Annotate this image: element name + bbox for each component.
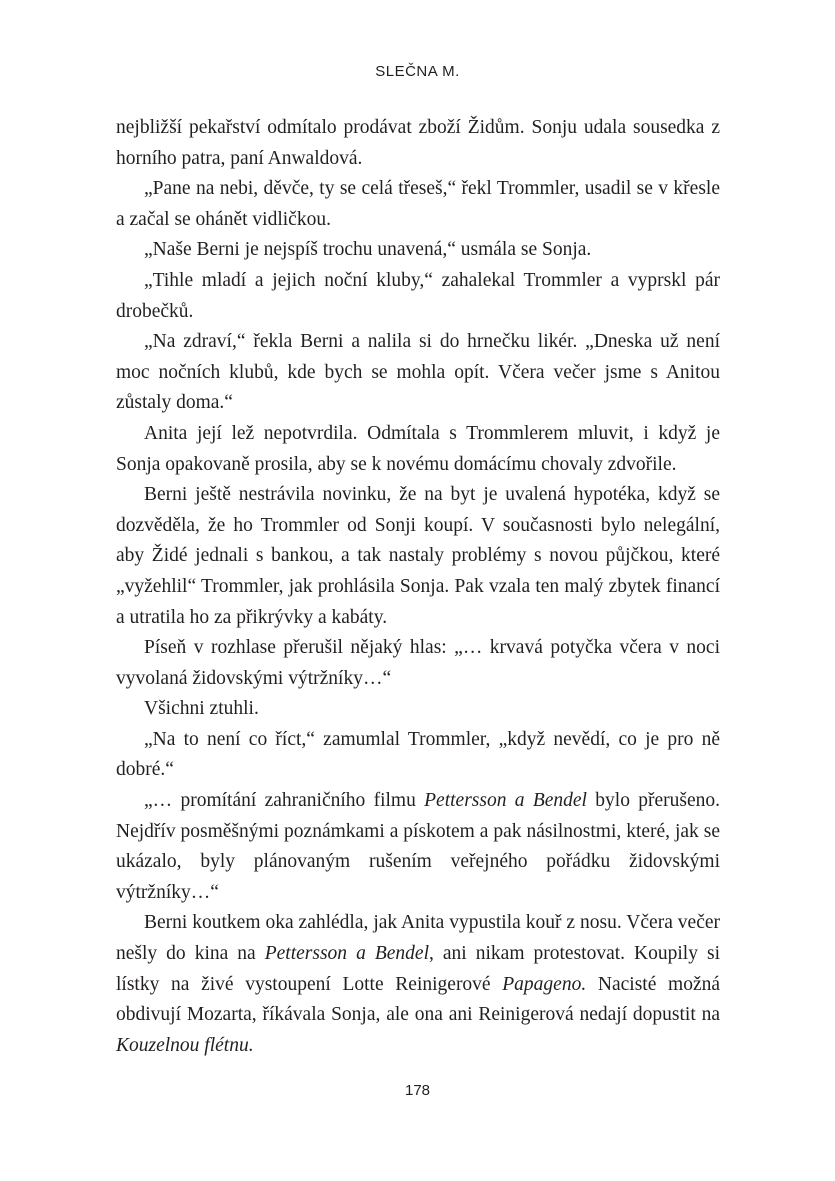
text-segment: „Na zdraví,“ řekla Berni a nalila si do hrnečku likér. „Dneska už není moc nočních klubů, kde bych se mohla opít. Včera večer jsme s Anitou zůstaly doma.“: [116, 331, 720, 414]
film-title: Pettersson a Bendel: [424, 790, 587, 812]
paragraph: [116, 633, 720, 694]
paragraph: [116, 174, 720, 235]
film-title: Pettersson a Bendel: [264, 943, 429, 965]
paragraph: [116, 235, 720, 266]
paragraph: [116, 908, 720, 1061]
text-segment: Všichni ztuhli.: [144, 698, 259, 720]
show-title: Papageno.: [502, 973, 587, 995]
paragraph: [116, 725, 720, 786]
text-segment: Nacisté možná obdivují Mozarta, říkávala Sonja, ale ona ani Reinigerová nedají dopustit na: [116, 973, 720, 1026]
paragraph: [116, 113, 720, 174]
opera-title: Kouzelnou flétnu.: [116, 1034, 254, 1056]
text-segment: nejbližší pekařství odmítalo prodávat zboží Židům. Sonju udala sousedka z horního patra, paní Anwaldová.: [116, 117, 720, 169]
text-segment: Berni ještě nestrávila novinku, že na byt je uvalená hypotéka, když se dozvěděla, že ho Trommler od Sonji koupí. V současnosti bylo nelegální, aby Židé jednali s bankou, a tak nastaly problémy s novou půjčkou, které „vyžehlil“ Trommler, jak prohlásila Sonja. Pak vzala ten malý zbytek financí a utratila ho za přikrývky a kabáty.: [116, 484, 720, 628]
running-header: SLEČNA M.: [375, 63, 460, 80]
text-segment: Anita její lež nepotvrdila. Odmítala s Trommlerem mluvit, i když je Sonja opakovaně prosila, aby se k novému domácímu chovaly zdvořile.: [116, 422, 720, 475]
text-segment: „Na to není co říct,“ zamumlal Trommler, „když nevědí, co je pro ně dobré.“: [116, 728, 720, 781]
paragraph: [116, 786, 720, 908]
text-segment: „Naše Berni je nejspíš trochu unavená,“ usmála se Sonja.: [144, 239, 592, 261]
paragraph: [116, 266, 720, 327]
paragraph: [116, 419, 720, 480]
body-text: [116, 113, 720, 1061]
paragraph: [116, 480, 720, 633]
text-segment: Berni koutkem oka zahlédla, jak Anita vypustila kouř z nosu. Včera večer nešly do kina na: [116, 912, 720, 965]
text-segment: „… promítání zahraničního filmu: [144, 790, 425, 812]
text-segment: , ani nikam protestovat. Koupily si lístky na živé vystoupení Lotte Reinigerové: [116, 943, 720, 995]
text-segment: „Pane na nebi, děvče, ty se celá třeseš,“ řekl Trommler, usadil se v křesle a začal se ohánět vidličkou.: [116, 178, 720, 230]
text-segment: „Tihle mladí a jejich noční kluby,“ zahalekal Trommler a vyprskl pár drobečků.: [116, 269, 720, 322]
text-segment: bylo přerušeno. Nejdřív posměšnými poznámkami a pískotem a pak násilnostmi, které, jak se ukázalo, byly plánovaným rušením veřejného pořádku židovskými výtržníky…“: [116, 790, 721, 903]
paragraph: [116, 694, 720, 725]
text-segment: Píseň v rozhlase přerušil nějaký hlas: „… krvavá potyčka včera v noci vyvolaná židovskými výtržníky…“: [116, 637, 720, 689]
paragraph: [116, 327, 720, 419]
page-number: 178: [404, 1082, 431, 1099]
